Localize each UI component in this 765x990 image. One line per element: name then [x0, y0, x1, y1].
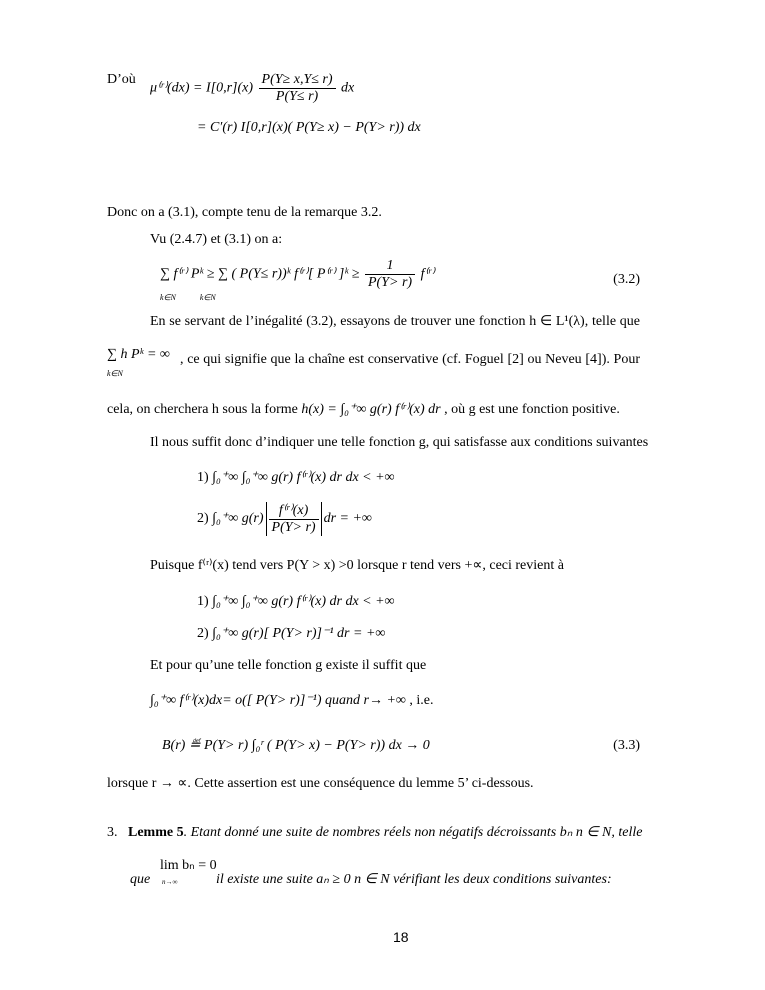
equation-3-3: B(r) ≝ P(Y> r) ∫₀ʳ ( P(Y> x) − P(Y> r)) dx → 0: [162, 738, 430, 753]
formula-mu: [150, 72, 354, 105]
eq32-subscripts: k∈N k∈N: [160, 293, 216, 302]
condition-2: [197, 502, 372, 536]
lemme-number: 3.: [107, 825, 118, 840]
eq32-fraction: [365, 258, 415, 291]
formula-lim: lim bₙ = 0: [160, 858, 217, 873]
condition-1: [197, 470, 395, 486]
c2-a: ∫₀⁺∞ g(r): [212, 511, 264, 527]
text-et-pour: Et pour qu’une telle fonction g existe il suffit que: [150, 658, 427, 673]
d1-formula: ∫₀⁺∞ ∫₀⁺∞ g(r) f⁽ʳ⁾(x) dr dx < +∞: [212, 594, 395, 609]
eq33-label: (3.3): [613, 738, 640, 753]
formula-h: h(x) = ∫₀⁺∞ g(r) f⁽ʳ⁾(x) dr: [301, 402, 441, 417]
formula-sum-h: ∑ h Pᵏ = ∞: [107, 347, 170, 362]
c1-formula: ∫₀⁺∞ ∫₀⁺∞ g(r) f⁽ʳ⁾(x) dr dx < +∞: [212, 470, 395, 485]
text-vu: Vu (2.4.7) et (3.1) on a:: [150, 232, 283, 247]
cela-b: , où g est une fonction positive.: [444, 402, 620, 417]
mu-numerator: P(Y≥ x,Y≤ r): [259, 72, 336, 89]
text-il-existe: il existe une suite aₙ ≥ 0 n ∈ N vérifiant les deux conditions suivantes:: [216, 872, 612, 887]
c2-denominator: P(Y> r): [271, 520, 316, 535]
cela-a: cela, on cherchera h sous la forme: [107, 402, 298, 417]
d1-label: 1): [197, 594, 209, 609]
formula-mu-line2: = C′(r) I[0,r](x)( P(Y≥ x) − P(Y> r)) dx: [197, 120, 421, 135]
mu-denominator: P(Y≤ r): [275, 89, 319, 104]
condition-2b: [197, 626, 385, 642]
c2-numerator: f⁽ʳ⁾(x): [269, 502, 319, 520]
text-lorsque: lorsque r → ∝. Cette assertion est une conséquence du lemme 5’ ci-dessous.: [107, 776, 534, 791]
c1-label: 1): [197, 470, 209, 485]
d2-label: 2): [197, 626, 209, 641]
c2-fraction: [266, 502, 322, 536]
lemme-text: . Etant donné une suite de nombres réels non négatifs décroissants bₙ n ∈ N, telle: [183, 825, 643, 840]
lemme-5-heading: [107, 825, 643, 841]
text-dou: D’où: [107, 72, 136, 87]
formula-integral: [150, 693, 434, 709]
sum-h-subscript: k∈N: [107, 369, 123, 378]
text-conservative: , ce qui signifie que la chaîne est conservative (cf. Foguel [2] ou Neveu [4]). Pour: [180, 352, 640, 367]
integral-formula: ∫₀⁺∞ f⁽ʳ⁾(x)dx= o([ P(Y> r)]⁻¹) quand r→ +∞: [150, 693, 406, 708]
mu-fraction: [259, 72, 336, 105]
mu-dx: dx: [341, 80, 355, 96]
d2-formula: ∫₀⁺∞ g(r)[ P(Y> r)]⁻¹ dr = +∞: [212, 626, 386, 641]
c2-label: 2): [197, 511, 209, 527]
text-en-se-servant: En se servant de l’inégalité (3.2), essayons de trouver une fonction h ∈ L¹(λ), telle que: [150, 314, 640, 329]
condition-1b: [197, 594, 395, 610]
eq32-rhs: f⁽ʳ⁾: [420, 266, 435, 282]
text-cela: [107, 402, 620, 418]
mu-lhs: μ⁽ʳ⁾(dx) = I[0,r](x): [150, 80, 254, 96]
page-number: 18: [393, 929, 409, 945]
equation-3-2: [160, 258, 434, 291]
eq32-lhs: ∑ f⁽ʳ⁾ Pᵏ ≥ ∑ ( P(Y≤ r))ᵏ f⁽ʳ⁾[ P⁽ʳ⁾ ]ᵏ ≥: [160, 266, 360, 282]
text-donc: Donc on a (3.1), compte tenu de la remarque 3.2.: [107, 205, 382, 220]
text-puisque: Puisque f⁽ʳ⁾(x) tend vers P(Y > x) >0 lorsque r tend vers +∝, ceci revient à: [150, 558, 564, 573]
text-que: que: [130, 872, 151, 887]
lemme-title: Lemme 5: [128, 825, 184, 840]
eq32-label: (3.2): [613, 272, 640, 287]
c2-b: dr = +∞: [323, 511, 372, 527]
ie: , i.e.: [409, 693, 434, 708]
text-il-nous: Il nous suffit donc d’indiquer une telle fonction g, qui satisfasse aux conditions suivantes: [150, 435, 649, 450]
lim-subscript: n→∞: [162, 878, 178, 886]
eq32-denominator: P(Y> r): [368, 275, 413, 290]
eq32-numerator: 1: [365, 258, 415, 275]
